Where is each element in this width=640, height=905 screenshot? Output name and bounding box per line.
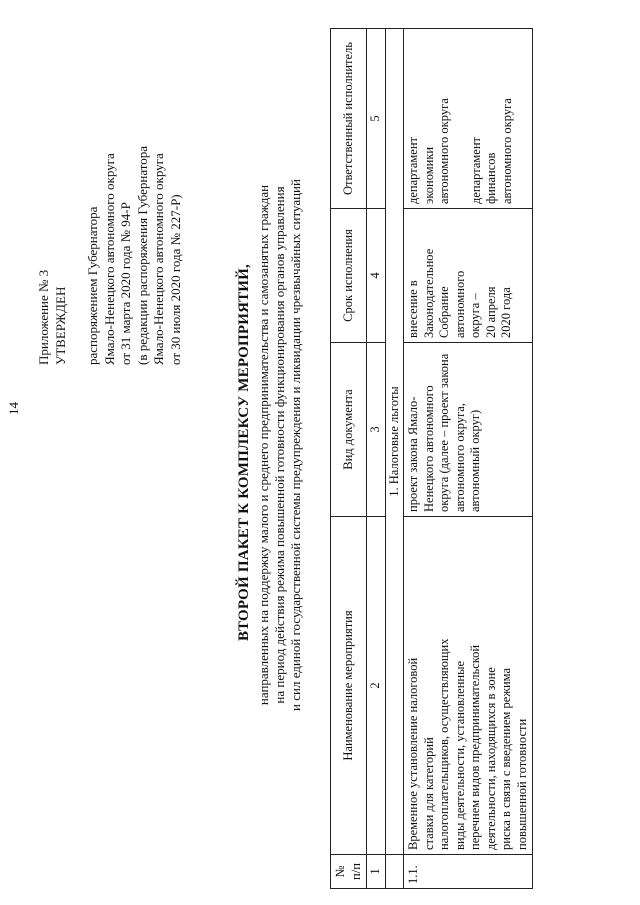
row-doc-line: округа (далее – проект закона [437, 353, 451, 512]
section-num-cell [385, 855, 404, 889]
header-deadline: Срок исполнения [331, 209, 367, 343]
header-executor: Ответственный исполнитель [331, 29, 367, 209]
column-number-row [367, 29, 386, 889]
row-doc-line: автономный округ) [468, 409, 482, 512]
subtitle-line: на период действия режима повышенной готовности функционирования органов управления [272, 186, 287, 704]
section-title: 1. Налоговые льготы [385, 29, 404, 855]
row-deadline-line: Законодательное [421, 248, 436, 338]
page-number: 14 [6, 402, 21, 415]
executor-line: автономного округа [437, 98, 451, 204]
row-name-line: повышенной готовности [514, 718, 529, 850]
measures-table [330, 28, 533, 889]
row-deadline-line: автономного [452, 270, 467, 338]
subtitle-line: направленных на поддержку малого и среднего предпринимательства и самозанятых граждан [256, 184, 271, 706]
subtitle-line: и сил единой государственной системы предупреждения и ликвидации чрезвычайных ситуаций [288, 179, 303, 711]
row-doc-line: автономного округа, [452, 403, 467, 512]
executor-line: автономного округа [499, 98, 514, 204]
row-doc-line: Ненецкого автономного [421, 385, 436, 512]
approval-line: распоряжением Губернатора [85, 206, 100, 365]
row-name-line: деятельности, находящихся в зоне [483, 667, 498, 850]
row-deadline-line: округа – [468, 293, 482, 338]
row-name-line: налогоплательщиков, осуществляющих [437, 638, 451, 850]
row-name [404, 517, 533, 855]
row-name-line: перечнем видов предпринимательской [468, 644, 482, 850]
row-executor [404, 29, 533, 209]
row-name-line: Временное установление налоговой [406, 657, 420, 850]
header-name: Наименование мероприятия [331, 517, 367, 855]
row-deadline-line: внесение в [406, 280, 420, 338]
executor-line: департамент [468, 136, 483, 204]
executor-line: департамент [406, 136, 420, 204]
column-number: 4 [367, 209, 386, 343]
header-doc-type: Вид документа [331, 343, 367, 517]
row-doc-line: проект закона Ямало- [406, 396, 420, 512]
approval-stamp-block [36, 35, 184, 365]
table-row [404, 29, 533, 889]
column-number: 2 [367, 517, 386, 855]
table-header-row [331, 29, 367, 889]
document-title: ВТОРОЙ ПАКЕТ К КОМПЛЕКСУ МЕРОПРИЯТИЙ, [236, 264, 252, 642]
approval-line: Ямало-Ненецкого автономного округа [101, 153, 117, 365]
executor-line: финансов [484, 152, 498, 204]
row-doc-type [404, 343, 533, 517]
row-name-line: риска в связи с введением режима [499, 667, 513, 850]
approval-line: Ямало-Ненецкого автономного округа [151, 153, 166, 365]
executor-finance [469, 33, 516, 204]
approved-label: УТВЕРЖДЕН [52, 286, 68, 365]
executor-line: экономики [421, 146, 436, 204]
column-number: 5 [367, 29, 386, 209]
column-number: 1 [367, 855, 386, 889]
approval-line: от 31 марта 2020 года № 94-Р [118, 202, 133, 365]
row-name-line: виды деятельности, установленные [452, 660, 467, 850]
row-deadline-line: 2020 года [499, 287, 513, 338]
column-number: 3 [367, 343, 386, 517]
annex-label: Приложение № 3 [36, 269, 51, 365]
section-row [385, 29, 404, 889]
executor-economy [406, 33, 453, 204]
row-name-line: ставки для категорий [421, 737, 436, 850]
approval-line: от 30 июля 2020 года № 227-Р) [167, 194, 183, 365]
row-deadline-line: Собрание [437, 286, 451, 338]
approval-line: (в редакции распоряжения Губернатора [134, 145, 150, 365]
header-num: № п/п [331, 855, 367, 889]
row-deadline [404, 209, 533, 343]
row-num: 1.1. [404, 855, 533, 889]
row-deadline-line: 20 апреля [483, 286, 498, 338]
document-subtitle [256, 85, 304, 805]
